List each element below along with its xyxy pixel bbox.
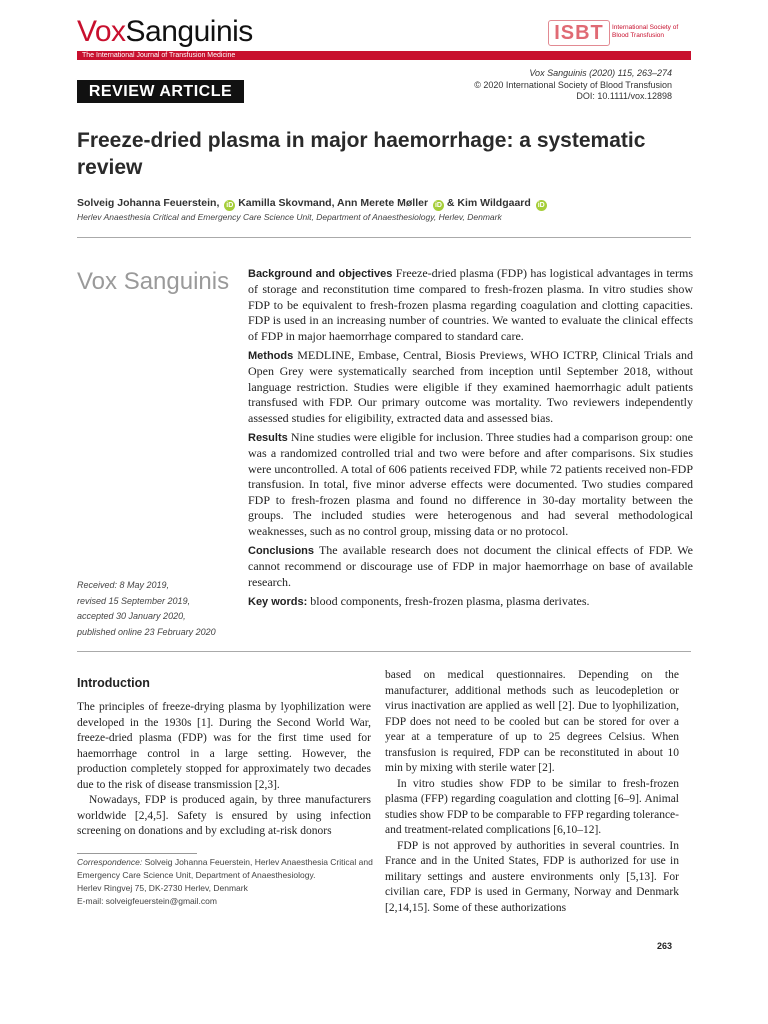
divider (77, 651, 691, 652)
page-number: 263 (656, 941, 672, 951)
footnote-divider (77, 853, 197, 854)
paragraph: FDP is not approved by authorities in several countries. In France and in the United States, FDP is authorized for use in military settings and austere environments only [5,13]. For civilian care, FDP is used in Germany, Norway and Denmark [2,14,15]. Some of these authorizations (385, 839, 679, 914)
article-title: Freeze-dried plasma in major haemorrhage: a systematic review (77, 129, 646, 179)
isbt-logo: ISBT (548, 20, 610, 46)
author-2-3: Kamilla Skovmand, Ann Merete Møller (238, 197, 429, 209)
date-published: published online 23 February 2020 (77, 626, 216, 637)
keywords (248, 594, 693, 610)
copyright-line: © 2020 International Society of Blood Transfusion (474, 79, 672, 90)
date-received: Received: 8 May 2019, (77, 580, 170, 590)
journal-info (474, 68, 672, 103)
methods-text: MEDLINE, Embase, Central, Biosis Previews, WHO ICTRP, Clinical Trials and Open Grey were systematically searched from inception until September 2018, without language restriction. Studies were eligible if they examined haemorrhagic adult patients transfused with FDP. Our primary outcome was mortality. Two reviewers independently assessed studies for eligibility, extracted data and assessed bias. (248, 348, 693, 425)
author-4: & Kim Wildgaard (446, 197, 531, 209)
date-accepted: accepted 30 January 2020, (77, 611, 186, 621)
divider (77, 237, 691, 238)
keywords-text: blood components, fresh-frozen plasma, plasma derivates. (310, 594, 590, 609)
results-label: Results (248, 432, 288, 445)
correspondence-line (77, 856, 377, 882)
date-revised: revised 15 September 2019, (77, 595, 191, 606)
article-type-badge: REVIEW ARTICLE (77, 80, 244, 103)
brand-sanguinis: Sanguinis (125, 15, 253, 48)
correspondence (77, 856, 377, 908)
background-label: Background and objectives (248, 268, 393, 280)
abstract-background (248, 266, 693, 344)
paragraph: Nowadays, FDP is produced again, by three manufacturers worldwide [2,4,5]. Safety is ensured by using infection screening on donations and by excluding at-risk donors (77, 794, 371, 837)
keywords-label: Key words: (248, 596, 308, 609)
methods-label: Methods (248, 350, 294, 363)
section-heading: Introduction (77, 676, 150, 690)
side-journal-logo: Vox Sanguinis (77, 268, 230, 295)
background-text: Freeze-dried plasma (FDP) has logistical advantages in terms of storage and reconstitution time compared to fresh-frozen plasma. In vitro studies show FDP to be equivalent to fresh-frozen plasma regarding coagulation and clotting capacities. FDP is used in an increasing number of countries. We wanted to evaluate the clinical effects of FDP in major haemorrhage compared to standard care. (248, 266, 693, 343)
results-text: Nine studies were eligible for inclusion. Three studies had a comparison group: one was a randomized controlled trial and two were before and after comparisons. Six studies were uncontrolled. A total of 606 patients received FDP, while 72 patients received non-FDP transfusion. In total, five minor adverse effects were documented. Two studies compared FDP to fresh-frozen plasma and found no difference in 30-day mortality between the groups. The included studies were heterogenous and had several methodological weaknesses, such as no control group, missing data or no protocol. (248, 430, 694, 538)
conclusions-label: Conclusions (248, 544, 315, 557)
abstract-conclusions (248, 543, 693, 590)
abstract (248, 266, 693, 615)
affiliation: Herlev Anaesthesia Critical and Emergency Care Science Unit, Department of Anaesthesiology, Herlev, Denmark (77, 212, 502, 222)
paragraph: based on medical questionnaires. Depending on the manufacturer, additional methods such as leucodepletion or virus inactivation are applied as well [2]. Due to lyophilization, FDP does not need to be cooled but can be stored for over a year at a temperature of up to 25 degrees Celsius. When transfusion is required, FDP can be reconstituted in about 10 min by mixing with sterile water [2]. (385, 669, 679, 774)
journal-reference: Vox Sanguinis (2020) 115, 263–274 (529, 68, 672, 78)
isbt-name: International Society of Blood Transfusion (612, 24, 679, 39)
author-1: Solveig Johanna Feuerstein, (77, 197, 220, 209)
correspondence-text: Solveig Johanna Feuerstein, Herlev Anaesthesia Critical and Emergency Care Science Unit, Department of Anaesthesiology. (77, 857, 373, 880)
publication-dates (77, 578, 216, 640)
body-column-left (77, 700, 371, 840)
brand-vox: Vox (77, 15, 126, 48)
journal-logo (77, 14, 253, 50)
author-list (77, 195, 697, 211)
body-column-right (385, 668, 679, 916)
abstract-results (248, 430, 693, 539)
conclusions-text: The available research does not document the clinical effects of FDP. We cannot recommend or discourage use of FDP in major haemorrhage on base of available research. (248, 542, 693, 589)
correspondence-label: Correspondence: (77, 857, 143, 867)
abstract-methods (248, 348, 693, 426)
paragraph: The principles of freeze-drying plasma by lyophilization were developed in the 1930s [1]. During the Second World War, freeze-dried plasma (FDP) was for the first time used for haemorrhage control in a large setting. However, the production completely stopped for approximately two decades due to the risk of disease transmission [2,3]. (77, 701, 371, 791)
orcid-icon[interactable]: iD (537, 202, 545, 209)
orcid-icon[interactable]: iD (434, 202, 442, 209)
correspondence-address: Herlev Ringvej 75, DK-2730 Herlev, Denmark (77, 883, 248, 893)
correspondence-email[interactable]: E-mail: solveigfeuerstein@gmail.com (77, 896, 217, 906)
journal-tagline: The International Journal of Transfusion Medicine (82, 52, 236, 59)
doi-link[interactable]: DOI: 10.1111/vox.12898 (576, 91, 672, 101)
paragraph: In vitro studies show FDP to be similar to fresh-frozen plasma (FFP) regarding coagulation and clotting [6–9]. Animal studies show FDP to be comparable to FFP regarding tolerance- and treatment-related complications [6,10–12]. (385, 777, 679, 836)
orcid-icon[interactable]: iD (226, 202, 234, 209)
